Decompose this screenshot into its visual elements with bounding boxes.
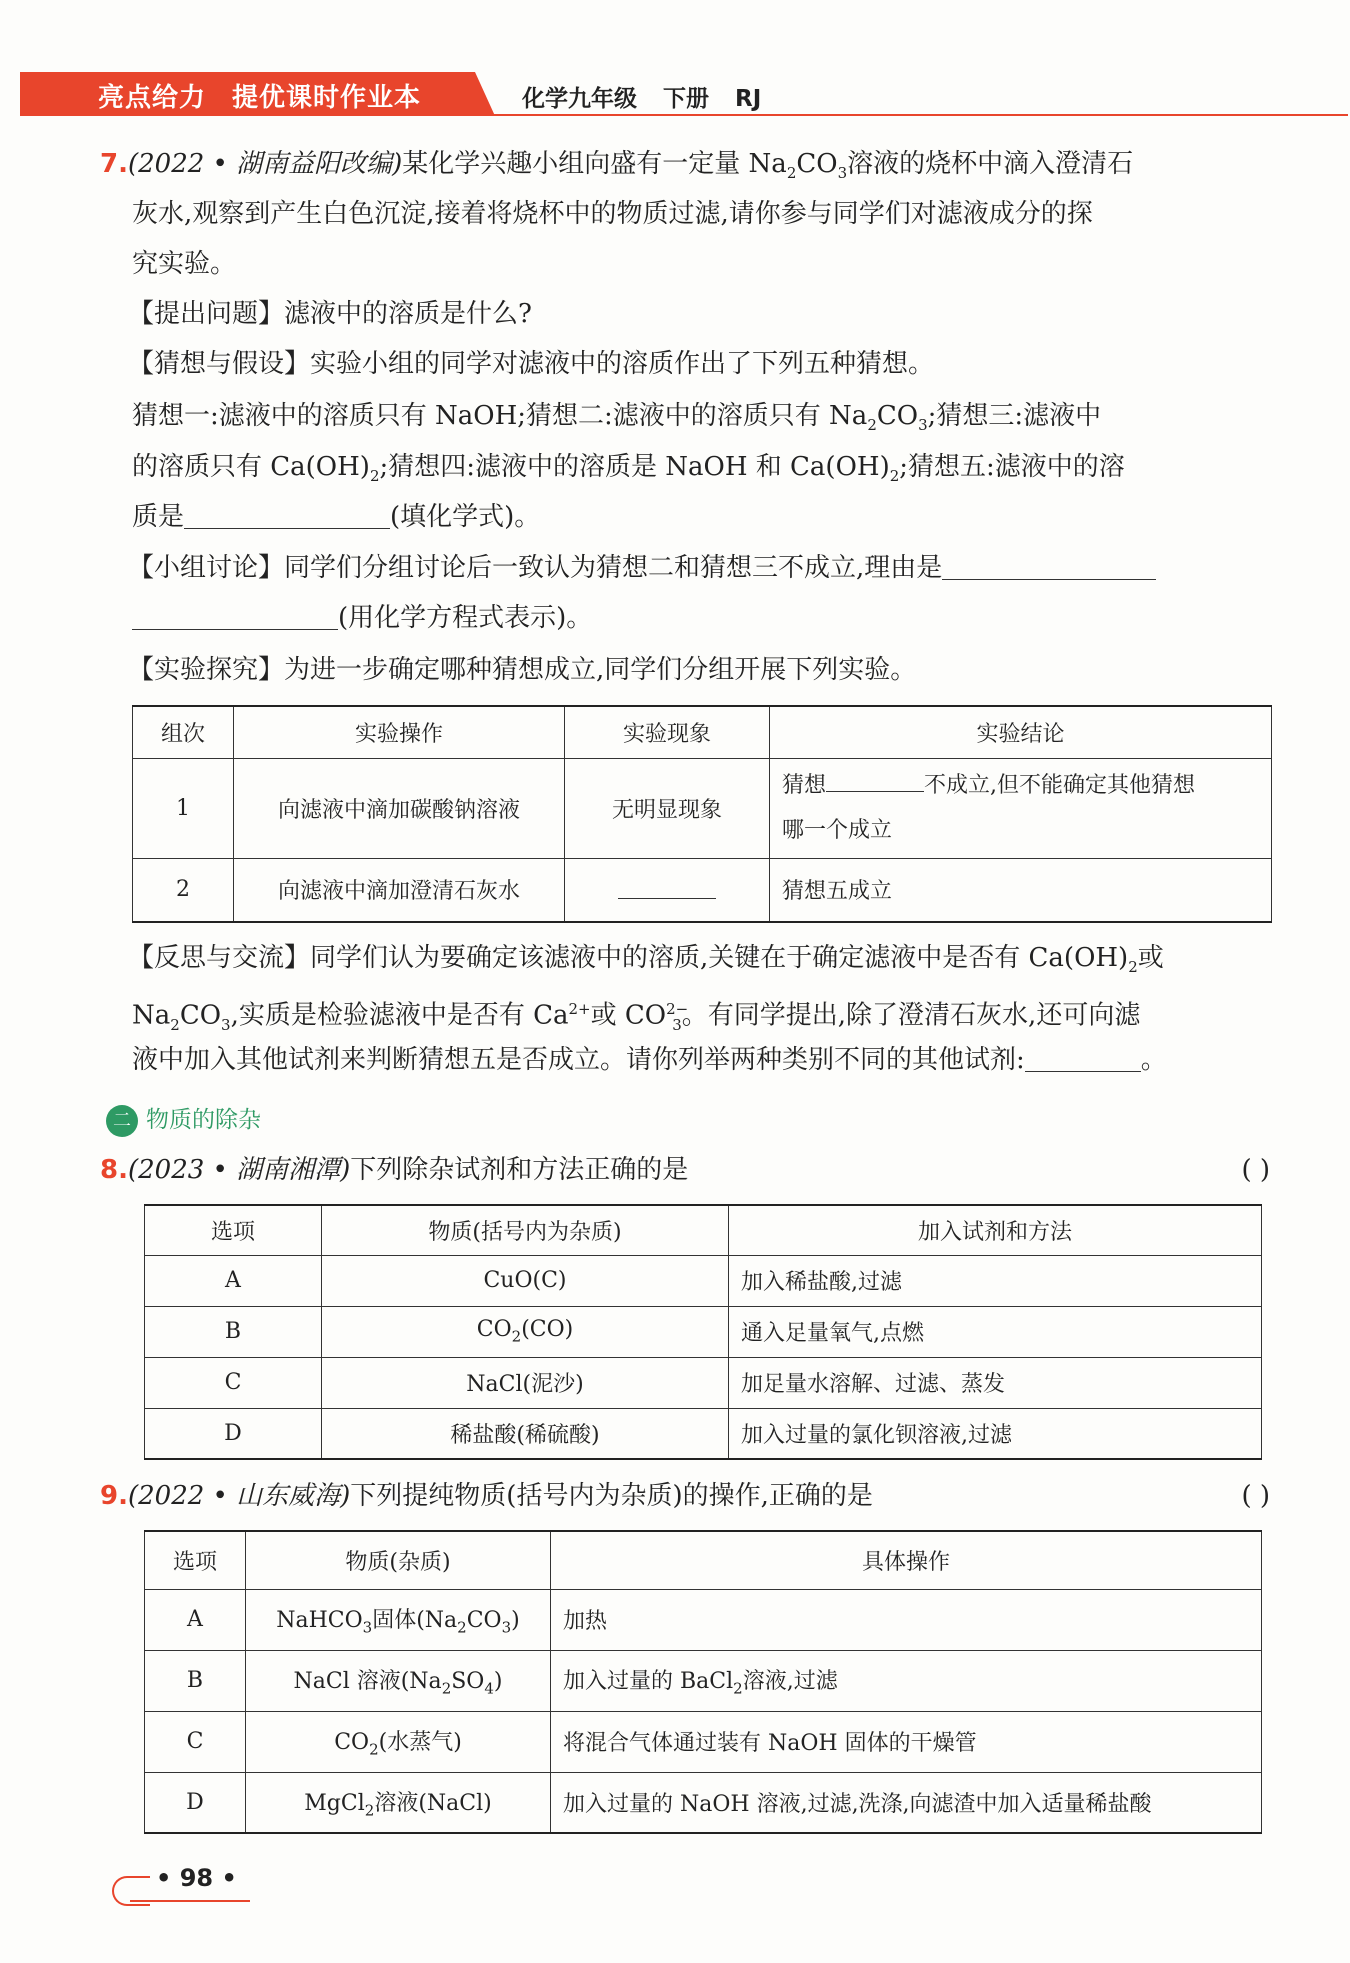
q7-ask: 【提出问题】滤液中的溶质是什么? [128, 299, 532, 329]
cell-text: 溶液,过滤 [742, 1668, 838, 1694]
subscript: 2 [1128, 958, 1138, 977]
table-cell: CuO(C) [322, 1255, 729, 1306]
q7-hyp-text: ;猜想五:滤液中的溶 [899, 452, 1125, 482]
subscript: 2 [889, 467, 900, 486]
q7-hyp-line-3 [132, 499, 540, 535]
header-book-info [522, 80, 787, 113]
q7-hyp-text: 猜想一:滤液中的溶质只有 NaOH;猜想二:滤液中的溶质只有 Na [132, 401, 868, 431]
section-heading [106, 1101, 261, 1135]
table-header: 选项 [145, 1205, 322, 1255]
answer-blank-equation[interactable] [132, 603, 338, 630]
q7-stem-text: CO [796, 149, 838, 179]
table-row [133, 758, 1272, 858]
q8-number: 8. [100, 1155, 128, 1185]
table-cell [246, 1711, 551, 1772]
q7-disc-text: (用化学方程式表示)。 [338, 603, 593, 633]
q7-refl-text: 。 [1140, 1045, 1167, 1075]
table-cell: C [145, 1711, 246, 1772]
cell-text: NaCl 溶液(Na [293, 1668, 442, 1694]
subscript: 3 [672, 1015, 682, 1034]
header-rule [475, 114, 1348, 116]
q7-stem-line-3: 究实验。 [132, 249, 237, 279]
table-header: 实验操作 [234, 706, 565, 758]
table-cell: 将混合气体通过装有 NaOH 固体的干燥管 [551, 1711, 1262, 1772]
header-brand [98, 77, 421, 114]
answer-blank-reason[interactable] [942, 553, 1156, 580]
q7-refl-line-2 [132, 991, 1140, 1043]
table-cell [565, 858, 770, 922]
q7-hyp-text: CO [876, 401, 919, 431]
table-cell [246, 1650, 551, 1711]
table-cell: D [145, 1408, 322, 1459]
q7-stem-text: 某化学兴趣小组向盛有一定量 Na [402, 149, 787, 179]
table-cell: A [145, 1255, 322, 1306]
superscript: 2+ [568, 1000, 591, 1018]
cell-text: NaHCO [276, 1607, 363, 1633]
q7-experiment-table [132, 705, 1272, 923]
q7-disc-text: 【小组讨论】同学们分组讨论后一致认为猜想二和猜想三不成立,理由是 [128, 553, 943, 583]
q9-answer-paren[interactable]: ( ) [1241, 1481, 1270, 1511]
table-row [145, 1408, 1262, 1459]
subscript: 3 [362, 1618, 373, 1637]
answer-blank-reagents[interactable] [1025, 1045, 1141, 1072]
q7-refl-text: 或 [1137, 943, 1164, 973]
table-header: 实验结论 [770, 706, 1272, 758]
subject-label: 化学九年级 [522, 86, 637, 112]
table-cell: 向滤液中滴加澄清石灰水 [234, 858, 565, 922]
q7-hyp-text: (填化学式)。 [390, 502, 541, 532]
q9-source: (2022 • 山东威海) [127, 1481, 351, 1511]
superscript: 2− [666, 1000, 689, 1018]
cell-text: ) [511, 1607, 520, 1633]
subscript: 2 [786, 164, 797, 183]
table-header: 具体操作 [551, 1531, 1262, 1589]
table-cell: 加入稀盐酸,过滤 [729, 1255, 1262, 1306]
answer-blank-hyp5[interactable] [184, 502, 390, 529]
q7-hyp-line-1 [132, 398, 1101, 443]
cell-text: 哪一个成立 [782, 818, 893, 843]
table-row [145, 1772, 1262, 1833]
q7-stem-line-1 [100, 146, 1133, 191]
q7-refl-text: 或 CO [590, 1000, 667, 1031]
subscript: 3 [501, 1618, 512, 1637]
q7-hyp-title: 【猜想与假设】实验小组的同学对滤液中的溶质作出了下列五种猜想。 [128, 349, 935, 379]
q7-refl-text: ,实质是检验滤液中是否有 Ca [230, 1000, 569, 1031]
table-cell: D [145, 1772, 246, 1833]
q8-options-table [144, 1204, 1262, 1460]
table-cell: 无明显现象 [565, 758, 770, 858]
q7-refl-line-3 [132, 1042, 1167, 1078]
page-number: • 98 • [156, 1864, 237, 1892]
subscript: 3 [918, 416, 928, 435]
q7-hyp-text: 质是 [132, 502, 185, 532]
q9-stem [100, 1478, 873, 1514]
cell-text: MgCl [304, 1790, 365, 1816]
q9-stem-text: 下列提纯物质(括号内为杂质)的操作,正确的是 [350, 1481, 873, 1511]
table-cell: 加热 [551, 1589, 1262, 1650]
table-cell: C [145, 1357, 322, 1408]
q8-source: (2023 • 湖南湘潭) [127, 1155, 351, 1185]
subscript: 4 [484, 1679, 494, 1698]
cell-text: CO [466, 1607, 502, 1633]
table-cell [551, 1650, 1262, 1711]
q7-disc-line-1 [128, 550, 1156, 586]
table-cell: 通入足量氧气,点燃 [729, 1306, 1262, 1357]
table-header: 组次 [133, 706, 234, 758]
subscript: 2 [369, 467, 380, 486]
table-header-row [133, 706, 1272, 758]
table-cell: 稀盐酸(稀硫酸) [322, 1408, 729, 1459]
table-cell: B [145, 1650, 246, 1711]
q7-refl-text: 【反思与交流】同学们认为要确定该滤液中的溶质,关键在于确定滤液中是否有 Ca(OH) [128, 943, 1129, 973]
subscript: 2 [733, 1679, 743, 1698]
table-header-row [145, 1531, 1262, 1589]
subscript: 2 [511, 1327, 522, 1346]
table-row [145, 1589, 1262, 1650]
table-header: 物质(括号内为杂质) [322, 1205, 729, 1255]
subscript: 2 [441, 1679, 452, 1698]
table-row [145, 1306, 1262, 1357]
q8-answer-paren[interactable]: ( ) [1241, 1155, 1270, 1185]
table-cell [770, 758, 1272, 858]
q7-disc-line-2 [132, 600, 592, 636]
table-cell: 加入过量的氯化钡溶液,过滤 [729, 1408, 1262, 1459]
table-row [145, 1255, 1262, 1306]
footer-rule [130, 1900, 250, 1902]
cell-text: ) [493, 1668, 503, 1694]
cell-text: 不成立,但不能确定其他猜想 [924, 773, 1196, 798]
q8-stem [100, 1152, 688, 1188]
edition-label: RJ [735, 86, 762, 112]
subscript: 3 [837, 164, 848, 183]
table-row [145, 1357, 1262, 1408]
subscript: 3 [221, 1015, 231, 1034]
q7-exp-title: 【实验探究】为进一步确定哪种猜想成立,同学们分组开展下列实验。 [128, 655, 917, 685]
q7-refl-text: Na [132, 1000, 171, 1031]
cell-text: (CO) [521, 1317, 574, 1343]
subscript: 2 [457, 1618, 467, 1637]
q7-stem-text: 溶液的烧杯中滴入澄清石 [847, 149, 1134, 179]
cell-text: CO [476, 1317, 512, 1343]
q7-refl-text: 。有同学提出,除了澄清石灰水,还可向滤 [681, 1000, 1141, 1031]
table-header: 实验现象 [565, 706, 770, 758]
table-cell: 向滤液中滴加碳酸钠溶液 [234, 758, 565, 858]
table-cell: 猜想五成立 [770, 858, 1272, 922]
table-row [145, 1650, 1262, 1711]
cell-text: CO [334, 1729, 370, 1755]
q7-hyp-line-2 [132, 449, 1125, 494]
cell-text: 加入过量的 BaCl [563, 1668, 734, 1694]
table-cell: B [145, 1306, 322, 1357]
q7-source: (2022 • 湖南益阳改编) [127, 149, 403, 179]
q8-stem-text: 下列除杂试剂和方法正确的是 [350, 1155, 689, 1185]
answer-blank-conclusion[interactable] [826, 767, 924, 792]
table-cell [246, 1589, 551, 1650]
q9-options-table [144, 1530, 1262, 1834]
series-name: 提优课时作业本 [232, 83, 422, 113]
q9-number: 9. [100, 1481, 128, 1511]
subscript: 2 [170, 1015, 180, 1034]
q7-refl-text: 液中加入其他试剂来判断猜想五是否成立。请你列举两种类别不同的其他试剂: [132, 1045, 1025, 1075]
table-header-row [145, 1205, 1262, 1255]
subscript: 2 [369, 1740, 379, 1759]
page-footer [112, 1864, 242, 1904]
table-row [145, 1711, 1262, 1772]
section-number-icon: 二 [106, 1105, 138, 1137]
q7-number: 7. [100, 149, 128, 179]
table-row [133, 858, 1272, 922]
q7-refl-text: CO [179, 1000, 222, 1031]
cell-text: (水蒸气) [378, 1729, 462, 1755]
table-cell: NaCl(泥沙) [322, 1357, 729, 1408]
table-cell: 加入过量的 NaOH 溶液,过滤,洗涤,向滤渣中加入适量稀盐酸 [551, 1772, 1262, 1833]
table-cell: 加足量水溶解、过滤、蒸发 [729, 1357, 1262, 1408]
table-cell: 2 [133, 858, 234, 922]
cell-text: 溶液(NaCl) [374, 1790, 492, 1816]
q7-stem-line-2: 灰水,观察到产生白色沉淀,接着将烧杯中的物质过滤,请你参与同学们对滤液成分的探 [132, 199, 1093, 229]
q7-hyp-text: 的溶质只有 Ca(OH) [132, 452, 370, 482]
q7-refl-line-1 [128, 940, 1164, 985]
q7-hyp-text: ;猜想四:滤液中的溶质是 NaOH 和 Ca(OH) [379, 452, 890, 482]
answer-blank-phenomenon[interactable] [618, 874, 716, 899]
volume-label: 下册 [663, 86, 709, 112]
table-cell: 1 [133, 758, 234, 858]
section-title: 物质的除杂 [146, 1107, 261, 1133]
table-cell [322, 1306, 729, 1357]
table-header: 物质(杂质) [246, 1531, 551, 1589]
page-header [20, 72, 1330, 116]
table-header: 加入试剂和方法 [729, 1205, 1262, 1255]
cell-text: 猜想 [782, 773, 827, 798]
table-header: 选项 [145, 1531, 246, 1589]
table-cell: A [145, 1589, 246, 1650]
subscript: 2 [867, 416, 877, 435]
table-cell [246, 1772, 551, 1833]
cell-text: 固体(Na [372, 1607, 458, 1633]
subscript: 2 [364, 1800, 375, 1819]
cell-text: SO [451, 1668, 485, 1694]
q7-hyp-text: ;猜想三:滤液中 [927, 401, 1102, 431]
brand-name: 亮点给力 [98, 83, 207, 113]
